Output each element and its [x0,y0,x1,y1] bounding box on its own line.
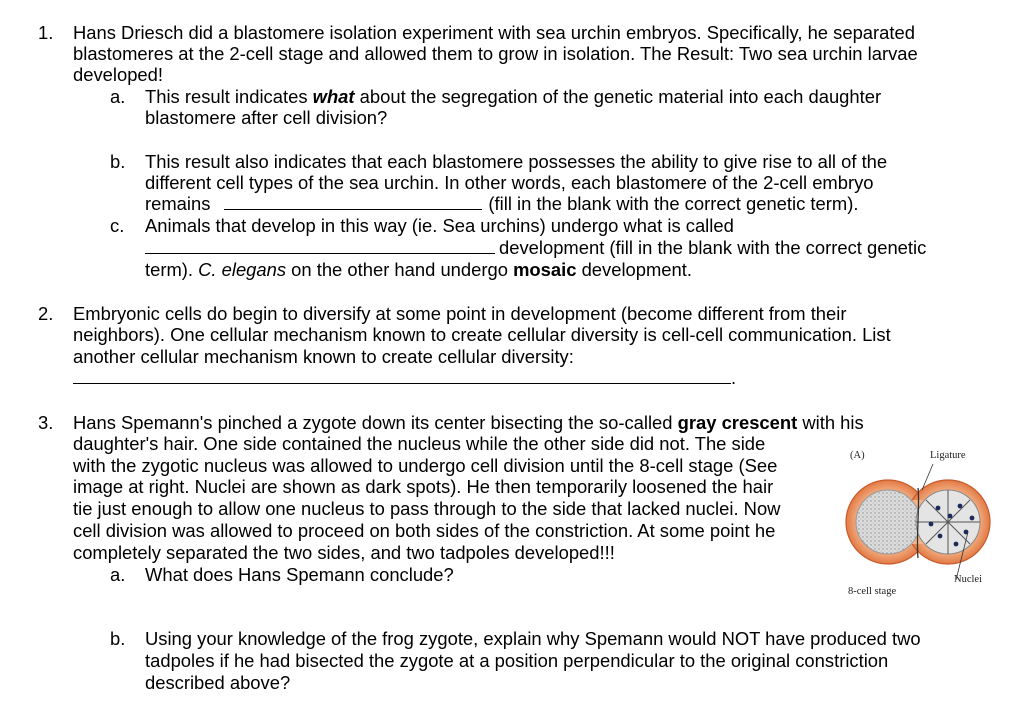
question-2-answer-line: . [73,367,736,388]
question-3b-letter: b. [110,628,126,649]
question-1a-text-line: blastomere after cell division? [145,107,388,128]
fill-in-blank-1c[interactable] [145,237,495,254]
fill-in-blank-1b[interactable] [224,193,482,210]
question-2-text-line: Embryonic cells do begin to diversify at some point in development (become different from their [73,303,847,324]
ligated-zygote-figure [838,440,998,600]
question-1c-text-line: Animals that develop in this way (ie. Sea urchins) undergo what is called [145,215,734,236]
question-1a-text-line: This result indicates what about the segregation of the genetic material into each daughter [145,86,882,107]
question-3b-text-line: described above? [145,672,291,693]
question-1-text-line: developed! [73,64,163,85]
ligature-label: Ligature [930,450,966,461]
question-1b-text-line: different cell types of the sea urchin. In other words, each blastomere of the 2-cell embryo [145,172,874,193]
question-1a-letter: a. [110,86,126,107]
question-2-number: 2. [38,303,54,324]
emphasis-what: what [312,86,355,107]
question-3-text-line: Hans Spemann's pinched a zygote down its center bisecting the so-called gray crescent with his [73,412,864,433]
question-1-text-line: Hans Driesch did a blastomere isolation experiment with sea urchin embryos. Specifically, he separated [73,22,915,43]
stage-label: 8-cell stage [848,586,897,597]
question-3-text-line: cell division was allowed to proceed on both sides of the constriction. At some point he [73,520,776,541]
question-2-text-line: neighbors). One cellular mechanism known to create cellular diversity is cell-cell communication. List [73,324,891,345]
question-3-text-line: tie just enough to allow one nucleus to pass through to the side that lacked nuclei. Now [73,498,781,519]
question-3-text-line: with the zygotic nucleus was allowed to undergo cell division until the 8-cell stage (See [73,455,778,476]
question-3b-text-line: Using your knowledge of the frog zygote, explain why Spemann would NOT have produced two [145,628,921,649]
question-3b-text-line: tadpoles if he had bisected the zygote at a position perpendicular to the original constriction [145,650,889,671]
question-1-text-line: blastomeres at the 2-cell stage and allowed them to grow in isolation. The Result: Two sea urchin larvae [73,43,918,64]
question-1b-text-line: This result also indicates that each blastomere possesses the ability to give rise to all of the [145,151,888,172]
question-3a-text-line: What does Hans Spemann conclude? [145,564,454,585]
question-3-text-line: image at right. Nuclei are shown as dark spots). He then temporarily loosened the hair [73,476,774,497]
question-3-number: 3. [38,412,54,433]
question-1-number: 1. [38,22,54,43]
question-3-text-line: completely separated the two sides, and two tadpoles developed!!! [73,542,615,563]
figure-panel-label: (A) [850,450,865,461]
question-2-text-line: another cellular mechanism known to create cellular diversity: [73,346,574,367]
gray-crescent-term: gray crescent [677,412,798,433]
question-1c-text-line: term). C. elegans on the other hand undergo mosaic development. [145,259,692,280]
nuclei-label: Nuclei [954,574,982,585]
question-1c-text-line: development (fill in the blank with the correct genetic [145,237,926,258]
question-3a-letter: a. [110,564,126,585]
question-1b-text-line: remains (fill in the blank with the correct genetic term). [145,193,859,214]
question-1c-letter: c. [110,215,125,236]
question-1b-letter: b. [110,151,126,172]
question-3-text-line: daughter's hair. One side contained the nucleus while the other side did not. The side [73,433,766,454]
fill-in-blank-2[interactable] [73,367,731,384]
